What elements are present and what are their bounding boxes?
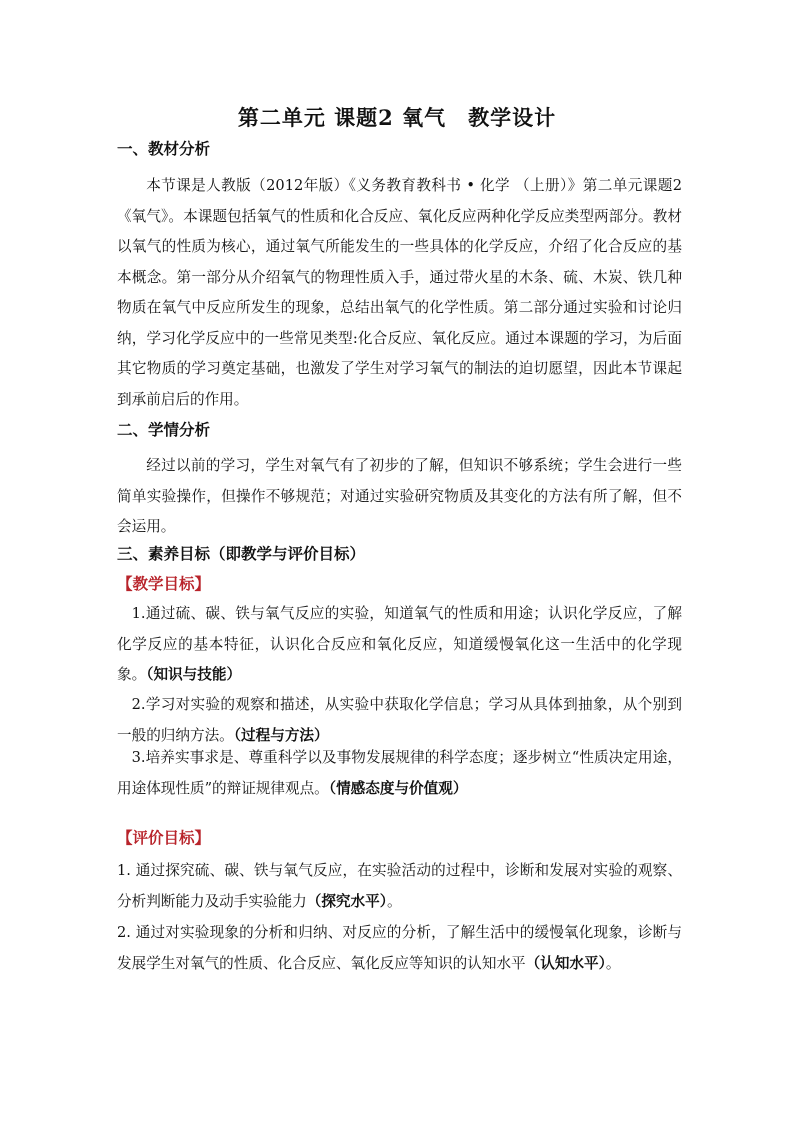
evaluation-goal-end: 。 (387, 892, 402, 910)
evaluation-goal-end: 。 (605, 954, 621, 972)
teaching-goal-tag: （过程与方法） (233, 726, 329, 744)
teaching-goal-item (117, 690, 682, 751)
evaluation-goal-text: 2. 通过对实验现象的分析和归纳、对反应的分析，了解生活中的缓慢氧化现象，诊断与发展学生对氧气的性质、化合反应、氧化反应等知识的认知水平 (117, 924, 682, 972)
section-heading-textbook-analysis: 一、教材分析 (117, 139, 211, 158)
teaching-goal-text: 3.培养实事求是、尊重科学以及事物发展规律的科学态度；逐步树立“性质决定用途，用途体现性质”的辩证规律观点。 (117, 749, 682, 797)
section-heading-student-analysis: 二、学情分析 (117, 420, 211, 439)
evaluation-goal-text: 1. 通过探究硫、碳、铁与氧气反应，在实验活动的过程中，诊断和发展对实验的观察、分析判断能力及动手实验能力 (117, 862, 682, 910)
evaluation-goal-tag: （认知水平） (525, 954, 606, 972)
teaching-goal-text: 1.通过硫、碳、铁与氧气反应的实验，知道氧气的性质和用途；认识化学反应，了解化学反应的基本特征，认识化合反应和氧化反应，知道缓慢氧化这一生活中的化学现象。 (117, 605, 682, 683)
teaching-goal-tag: （知识与技能） (146, 666, 242, 683)
teaching-goal-tag: （情感态度与价值观） (328, 779, 468, 797)
paragraph-textbook-analysis: 本节课是人教版（2012年版）《义务教育教科书 • 化学 （上册）》第二单元课题2《氧气》。本课题包括氧气的性质和化合反应、氧化反应两种化学反应类型两部分。教材以氧气的性质为核心，通过氧气所能发生的一些具体的化学反应，介绍了化合反应的基本概念。第一部分从介绍氧气的物理性质入手，通过带火星的木条、硫、木炭、铁几种物质在氧气中反应所发生的现象，总结出氧气的化学性质。第二部分通过实验和讨论归纳，学习化学反应中的一些常见类型:化合反应、氧化反应。通过本课题的学习，为后面其它物质的学习奠定基础，也激发了学生对学习氧气的制法的迫切愿望，因此本节课起到承前启后的作用。 (117, 177, 682, 408)
document-title: 第二单元 课题2 氧气 教学设计 (237, 105, 557, 130)
teaching-goals-label: 【教学目标】 (117, 574, 211, 593)
teaching-goal-item (117, 743, 682, 804)
evaluation-goal-item (117, 856, 682, 917)
teaching-goal-item (117, 599, 682, 691)
evaluation-goal-item (117, 918, 682, 979)
evaluation-goal-tag: （探究水平） (306, 892, 387, 910)
teaching-goal-text: 2.学习对实验的观察和描述，从实验中获取化学信息；学习从具体到抽象，从个别到一般的归纳方法。 (117, 696, 682, 744)
evaluation-goals-label: 【评价目标】 (117, 828, 211, 847)
paragraph-student-analysis: 经过以前的学习，学生对氧气有了初步的了解，但知识不够系统；学生会进行一些简单实验操作，但操作不够规范；对通过实验研究物质及其变化的方法有所了解，但不会运用。 (117, 457, 682, 535)
section-heading-goals: 三、素养目标（即教学与评价目标） (117, 544, 366, 563)
